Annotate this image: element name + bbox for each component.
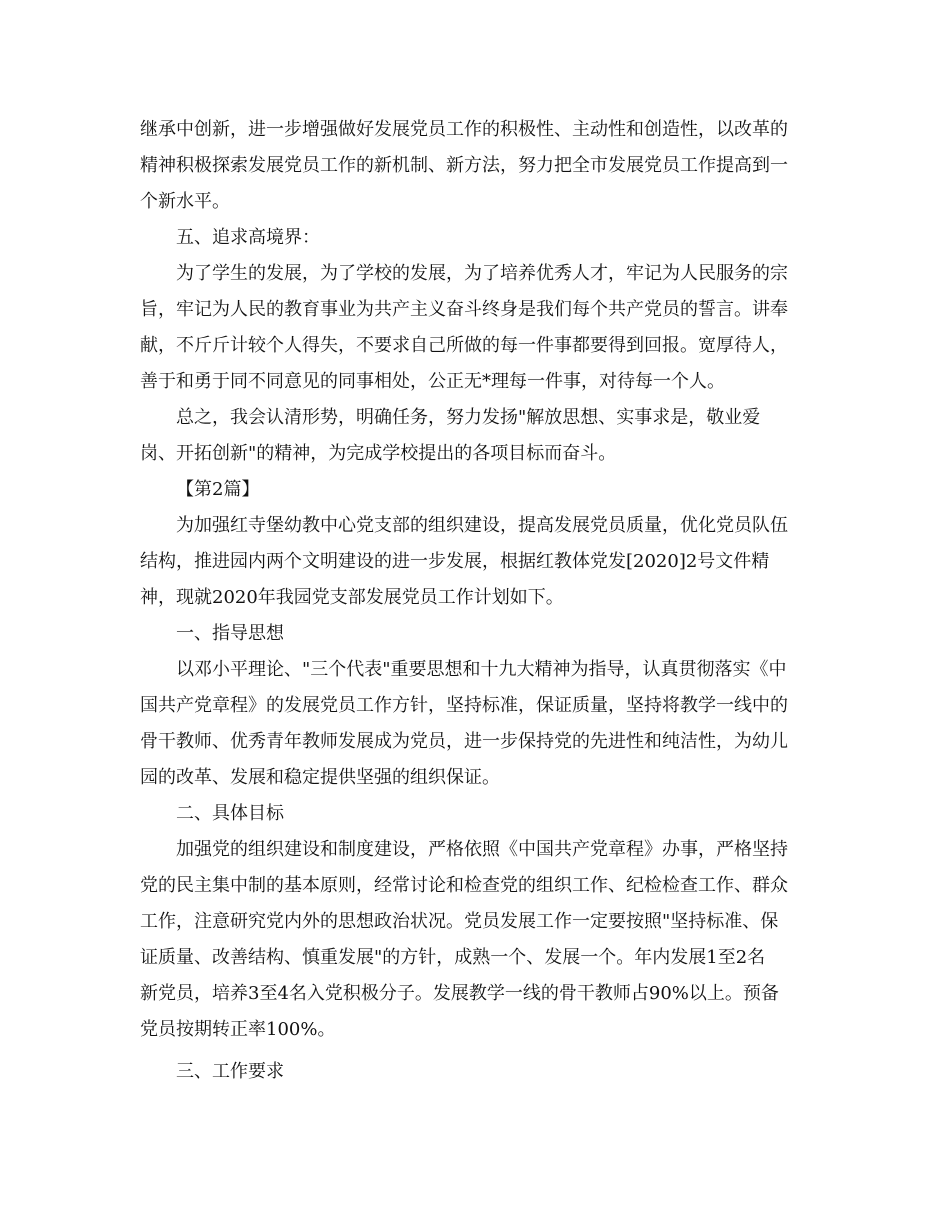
- text-line: 园的改革、发展和稳定提供坚强的组织保证。: [140, 767, 500, 788]
- text-line: 个新水平。: [140, 191, 230, 212]
- text-line: 结构，推进园内两个文明建设的进一步发展，根据红教体党发[2020]2号文件精: [140, 551, 770, 572]
- text-line: 继承中创新，进一步增强做好发展党员工作的积极性、主动性和创造性，以改革的: [140, 119, 788, 140]
- text-line: 旨，牢记为人民的教育事业为共产主义奋斗终身是我们每个共产党员的誓言。讲奉: [140, 299, 788, 320]
- text-line: 新党员，培养3至4名入党积极分子。发展教学一线的骨干教师占90%以上。预备: [140, 983, 779, 1004]
- text-line: 神，现就2020年我园党支部发展党员工作计划如下。: [140, 587, 564, 608]
- text-line: 五、追求高境界：: [176, 227, 320, 248]
- text-line: 以邓小平理论、"三个代表"重要思想和十九大精神为指导，认真贯彻落实《中: [176, 659, 787, 680]
- text-line: 党员按期转正率100%。: [140, 1019, 336, 1040]
- text-line: 【第2篇】: [176, 479, 260, 500]
- text-line: 一、指导思想: [176, 623, 284, 644]
- text-line: 证质量、改善结构、慎重发展"的方针，成熟一个、发展一个。年内发展1至2名: [140, 947, 766, 968]
- document-body: [140, 112, 812, 1090]
- text-line: 岗、开拓创新"的精神，为完成学校提出的各项目标而奋斗。: [140, 443, 617, 464]
- text-line: 为加强红寺堡幼教中心党支部的组织建设，提高发展党员质量，优化党员队伍: [176, 515, 788, 536]
- text-line: 精神积极探索发展党员工作的新机制、新方法，努力把全市发展党员工作提高到一: [140, 155, 788, 176]
- text-line: 总之，我会认清形势，明确任务，努力发扬"解放思想、实事求是，敬业爱: [176, 407, 761, 428]
- text-line: 骨干教师、优秀青年教师发展成为党员，进一步保持党的先进性和纯洁性，为幼儿: [140, 731, 788, 752]
- text-line: 党的民主集中制的基本原则，经常讨论和检查党的组织工作、纪检检查工作、群众: [140, 875, 788, 896]
- text-line: 为了学生的发展，为了学校的发展，为了培养优秀人才，牢记为人民服务的宗: [176, 263, 788, 284]
- text-line: 善于和勇于同不同意见的同事相处，公正无*理每一件事，对待每一个人。: [140, 371, 725, 392]
- text-line: 二、具体目标: [176, 803, 284, 824]
- text-line: 国共产党章程》的发展党员工作方针，坚持标准，保证质量，坚持将教学一线中的: [140, 695, 788, 716]
- text-line: 三、工作要求: [176, 1061, 284, 1082]
- text-line: 工作，注意研究党内外的思想政治状况。党员发展工作一定要按照"坚持标准、保: [140, 911, 779, 932]
- text-line: 献，不斤斤计较个人得失，不要求自己所做的每一件事都要得到回报。宽厚待人，: [140, 335, 788, 356]
- text-line: 加强党的组织建设和制度建设，严格依照《中国共产党章程》办事，严格坚持: [176, 839, 788, 860]
